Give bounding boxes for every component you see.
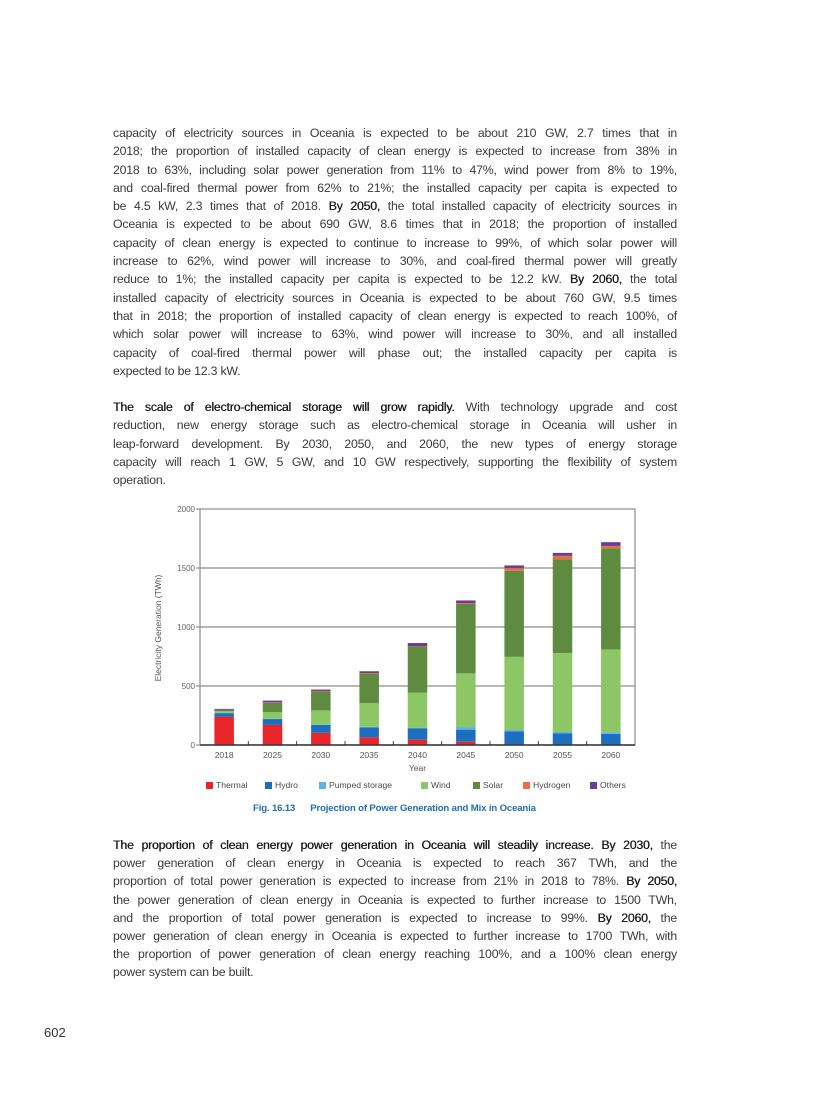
bar-segment-solar bbox=[456, 604, 476, 673]
bar-segment-solar bbox=[311, 692, 331, 711]
x-tick-label: 2045 bbox=[456, 750, 476, 760]
bar-segment-hydrogen bbox=[359, 673, 379, 674]
bold-text-run: By 2050, bbox=[328, 199, 381, 214]
text-line: leap-forward development. By 2030, 2050, and 2060, the new types of energy storage bbox=[113, 436, 677, 451]
legend-item-thermal bbox=[206, 779, 248, 791]
legend-label: Pumped storage bbox=[329, 780, 393, 790]
legend-label: Thermal bbox=[216, 780, 248, 790]
bar-segment-others bbox=[408, 643, 428, 646]
bar-segment-hydro bbox=[359, 727, 379, 737]
bar-segment-hydrogen bbox=[311, 691, 331, 692]
text-line: power generation of clean energy in Oceania is expected to further increase to 1700 TWh, with bbox=[113, 929, 677, 944]
x-tick-label: 2050 bbox=[504, 750, 524, 760]
bar-segment-pumped-storage bbox=[553, 732, 573, 733]
bar-segment-thermal bbox=[214, 717, 234, 745]
paragraph-clean-energy-proportion bbox=[113, 836, 677, 982]
y-tick-label: 500 bbox=[181, 682, 195, 691]
bar-segment-wind bbox=[504, 657, 523, 730]
text-line: the power generation of clean energy in Oceania is expected to further increase to 1500 TWh, bbox=[113, 892, 677, 907]
bar-segment-hydro bbox=[408, 728, 428, 739]
bar-segment-hydrogen bbox=[553, 556, 573, 559]
legend-swatch-icon bbox=[473, 782, 480, 789]
bold-text-run: The proportion of clean energy power generation in Oceania will steadily increase. By 2030, bbox=[113, 838, 653, 852]
bar-segment-wind bbox=[553, 653, 573, 732]
bar-segment-hydrogen bbox=[456, 603, 476, 604]
x-tick-label: 2055 bbox=[553, 750, 572, 760]
bar-segment-hydro bbox=[263, 719, 283, 725]
y-tick-label: 1000 bbox=[177, 623, 195, 632]
figure-number: Fig. 16.13 bbox=[253, 803, 296, 814]
figure-caption bbox=[253, 803, 536, 814]
bar-segment-hydro bbox=[601, 734, 621, 745]
legend-label: Others bbox=[600, 780, 626, 790]
x-tick-label: 2035 bbox=[359, 750, 379, 760]
legend-label: Hydro bbox=[275, 780, 298, 790]
bar-segment-others bbox=[359, 671, 379, 673]
legend-item-hydro bbox=[265, 779, 298, 791]
bar-segment-wind bbox=[456, 673, 476, 727]
bar-segment-pumped-storage bbox=[456, 727, 476, 730]
x-tick-label: 2060 bbox=[601, 750, 621, 760]
legend-swatch-icon bbox=[590, 782, 597, 789]
text-run: proportion of total power generation is expected to increase from 21% in 2018 to 78%. bbox=[113, 874, 627, 889]
bar-segment-wind bbox=[311, 710, 331, 724]
text-line: and coal-fired thermal power from 62% to 21%; the installed capacity per capita is expected to bbox=[113, 180, 677, 195]
x-tick-label: 2018 bbox=[214, 750, 234, 760]
text-line: power generation of clean energy in Oceania is expected to reach 367 TWh, and the bbox=[113, 856, 677, 871]
bar-segment-wind bbox=[408, 692, 428, 727]
figure-title: Projection of Power Generation and Mix in Oceania bbox=[310, 803, 536, 814]
bar-segment-others bbox=[263, 701, 283, 703]
bar-segment-thermal bbox=[359, 737, 379, 745]
bar-segment-hydro bbox=[311, 725, 331, 733]
text-line: 2018; the proportion of installed capacity of clean energy is expected to increase from 38% in bbox=[113, 144, 677, 159]
text-line: which solar power will increase to 63%, wind power will increase to 30%, and all installed bbox=[113, 327, 677, 342]
x-tick-label: 2025 bbox=[263, 750, 282, 760]
legend-swatch-icon bbox=[319, 782, 326, 789]
paragraph-electrochemical-storage bbox=[113, 398, 677, 489]
bar-segment-solar bbox=[601, 548, 621, 649]
x-tick-label: 2040 bbox=[408, 750, 427, 760]
text-run: the total bbox=[621, 272, 677, 287]
text-line bbox=[113, 872, 677, 890]
text-run: the bbox=[650, 910, 677, 925]
text-line bbox=[113, 270, 677, 288]
bold-text-run: By 2060, bbox=[597, 910, 651, 925]
bar-segment-wind bbox=[214, 711, 234, 713]
bar-segment-hydro bbox=[553, 733, 573, 745]
y-tick-label: 2000 bbox=[177, 505, 195, 514]
bar-segment-thermal bbox=[311, 733, 331, 745]
text-line: expected to be 12.3 kW. bbox=[113, 363, 241, 378]
text-line: reduction, new energy storage such as electro-chemical storage in Oceania will usher in bbox=[113, 418, 677, 433]
text-line: capacity of clean energy is expected to continue to increase to 99%, of which solar power will bbox=[113, 235, 677, 250]
bar-segment-wind bbox=[263, 712, 283, 718]
text-line: operation. bbox=[113, 473, 166, 488]
bar-segment-thermal bbox=[263, 725, 283, 745]
text-line: increase to 62%, wind power will increase to 30%, and coal-fired thermal power will greatly bbox=[113, 254, 677, 269]
text-line: capacity of electricity sources in Oceania is expected to be about 210 GW, 2.7 times that in bbox=[113, 126, 677, 140]
text-line: the proportion of power generation of clean energy reaching 100%, and a 100% clean energy bbox=[113, 947, 677, 962]
text-line: capacity will reach 1 GW, 5 GW, and 10 GW respectively, supporting the flexibility of system bbox=[113, 454, 677, 469]
bar-segment-solar bbox=[408, 646, 428, 692]
text-run: be 4.5 kW, 2.3 times that of 2018. bbox=[113, 199, 329, 214]
text-line: capacity of coal-fired thermal power will phase out; the installed capacity per capita is bbox=[113, 345, 677, 360]
bold-text-run: By 2050, bbox=[626, 874, 677, 889]
text-run: With technology upgrade and cost bbox=[454, 400, 677, 414]
legend-item-pumped-storage bbox=[319, 779, 392, 791]
y-tick-label: 1500 bbox=[177, 564, 195, 573]
bar-segment-others bbox=[456, 600, 476, 603]
text-line: that in 2018; the proportion of installed capacity of clean energy is expected to reach 100%, of bbox=[113, 308, 677, 323]
bar-segment-solar bbox=[504, 571, 523, 657]
y-axis-label: Electricity Generation (TWh) bbox=[153, 574, 163, 682]
text-line: 2018 to 63%, including solar power generation from 11% to 47%, wind power from 8% to 19%, bbox=[113, 162, 677, 177]
bold-text-run: The scale of electro-chemical storage will grow rapidly. bbox=[113, 400, 455, 414]
bar-segment-solar bbox=[359, 674, 379, 704]
bar-segment-hydrogen bbox=[504, 568, 523, 571]
bar-segment-pumped-storage bbox=[408, 728, 428, 729]
legend-item-wind bbox=[421, 779, 451, 791]
text-line bbox=[113, 836, 677, 854]
bar-segment-solar bbox=[263, 703, 283, 712]
chart-legend bbox=[0, 779, 816, 791]
text-run: reduce to 1%; the installed capacity per capita is expected to be 12.2 kW. bbox=[113, 272, 570, 287]
bar-segment-pumped-storage bbox=[359, 727, 379, 728]
bar-segment-wind bbox=[359, 703, 379, 727]
legend-item-solar bbox=[473, 779, 503, 791]
bar-segment-others bbox=[311, 690, 331, 691]
bar-segment-others bbox=[504, 565, 523, 568]
bar-segment-others bbox=[553, 553, 573, 556]
text-line bbox=[113, 398, 677, 416]
text-run: the bbox=[652, 838, 677, 852]
x-tick-label: 2030 bbox=[311, 750, 331, 760]
y-tick-label: 0 bbox=[190, 741, 195, 750]
legend-swatch-icon bbox=[421, 782, 428, 789]
bar-segment-others bbox=[214, 709, 234, 710]
legend-label: Solar bbox=[483, 780, 504, 790]
legend-item-hydrogen bbox=[523, 779, 570, 791]
paragraph-installed-capacity bbox=[113, 124, 677, 380]
bar-segment-others bbox=[601, 542, 621, 546]
legend-swatch-icon bbox=[265, 782, 272, 789]
bar-segment-hydro bbox=[456, 730, 476, 742]
text-run: and the proportion of total power generation is expected to increase to 99%. bbox=[113, 910, 598, 925]
text-line bbox=[113, 197, 677, 215]
bar-segment-hydro bbox=[504, 731, 523, 744]
bar-segment-pumped-storage bbox=[601, 732, 621, 733]
bar-segment-solar bbox=[214, 710, 234, 711]
legend-swatch-icon bbox=[523, 782, 530, 789]
bar-segment-hydrogen bbox=[601, 546, 621, 548]
legend-label: Hydrogen bbox=[533, 780, 571, 790]
bar-segment-solar bbox=[553, 559, 573, 653]
stacked-bar-chart bbox=[140, 500, 650, 780]
text-line bbox=[113, 909, 677, 927]
text-run: the total installed capacity of electricity sources in bbox=[380, 199, 677, 214]
bar-segment-pumped-storage bbox=[504, 730, 523, 731]
legend-label: Wind bbox=[431, 780, 451, 790]
bar-segment-hydro bbox=[214, 713, 234, 717]
legend-swatch-icon bbox=[206, 782, 213, 789]
text-line: installed capacity of electricity sources in Oceania is expected to be about 760 GW, 9.5 times bbox=[113, 290, 677, 305]
legend-item-others bbox=[590, 779, 626, 791]
x-axis-label: Year bbox=[408, 763, 427, 773]
text-line: Oceania is expected to be about 690 GW, 8.6 times that in 2018; the proportion of installed bbox=[113, 217, 677, 232]
bold-text-run: By 2060, bbox=[569, 272, 622, 287]
text-line: power system can be built. bbox=[113, 965, 254, 980]
page-number: 602 bbox=[44, 1025, 66, 1040]
bar-segment-wind bbox=[601, 649, 621, 732]
